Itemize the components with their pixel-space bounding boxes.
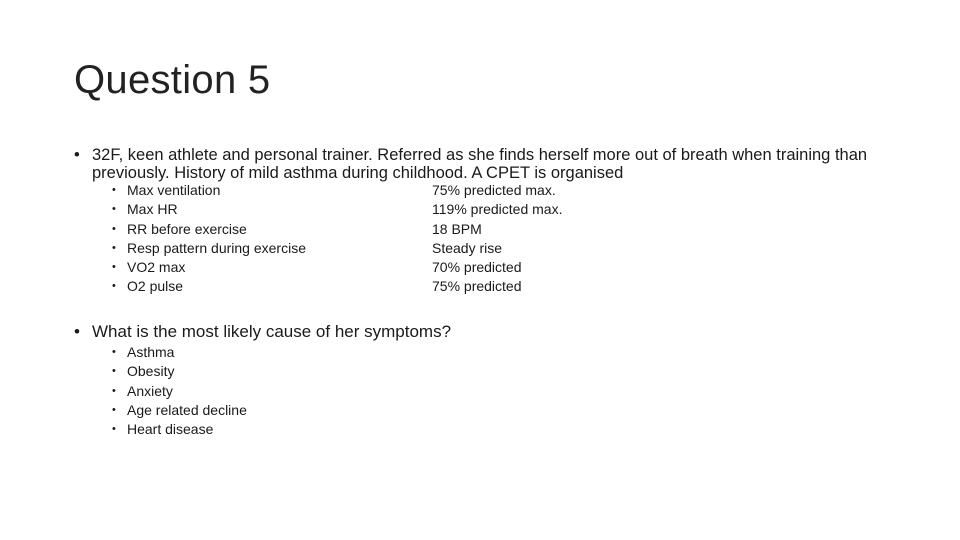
list-item <box>112 239 632 258</box>
bullet-icon: • <box>112 423 116 436</box>
question-text: What is the most likely cause of her symptoms? <box>92 322 452 341</box>
bullet-icon: • <box>112 280 116 293</box>
list-item <box>112 401 412 420</box>
case-description <box>74 146 894 182</box>
parameter-value: 18 BPM <box>432 220 482 237</box>
bullet-icon: • <box>112 241 116 254</box>
parameter-value: 75% predicted <box>432 278 522 295</box>
bullet-icon: • <box>112 365 116 378</box>
list-item <box>112 220 632 239</box>
cpet-results-list <box>112 181 632 297</box>
answer-option: Age related decline <box>127 401 247 418</box>
parameter-value: 75% predicted max. <box>432 182 556 198</box>
list-item <box>112 181 632 200</box>
question-prompt <box>74 323 894 341</box>
bullet-icon: • <box>112 403 116 416</box>
case-text: 32F, keen athlete and personal trainer. Referred as she finds herself more out of breath when training than previously. History of mild asthma during childhood. A CPET is organised <box>92 146 868 182</box>
parameter-label: O2 pulse <box>127 278 184 295</box>
answer-option: Heart disease <box>127 421 214 438</box>
bullet-icon: • <box>112 222 116 235</box>
parameter-value: 70% predicted <box>432 259 522 276</box>
parameter-value: 119% predicted max. <box>432 201 563 218</box>
bullet-icon: • <box>112 384 116 397</box>
answer-option: Asthma <box>127 344 175 360</box>
bullet-icon: • <box>74 146 80 164</box>
bullet-icon: • <box>112 184 116 196</box>
parameter-label: Max HR <box>127 201 178 218</box>
bullet-icon: • <box>112 203 116 216</box>
answer-options-list <box>112 343 412 439</box>
bullet-icon: • <box>74 322 80 341</box>
list-item <box>112 343 412 362</box>
bullet-icon: • <box>112 261 116 274</box>
parameter-label: Resp pattern during exercise <box>127 239 306 256</box>
bullet-icon: • <box>112 346 116 358</box>
parameter-label: RR before exercise <box>127 220 247 237</box>
parameter-value: Steady rise <box>432 239 503 256</box>
parameter-label: VO2 max <box>127 259 186 276</box>
list-item <box>112 382 412 401</box>
answer-option: Obesity <box>127 363 175 380</box>
list-item <box>112 420 412 439</box>
list-item <box>112 258 632 277</box>
list-item <box>112 200 632 219</box>
list-item <box>112 277 632 296</box>
slide-title: Question 5 <box>74 58 271 102</box>
parameter-label: Max ventilation <box>127 182 221 198</box>
answer-option: Anxiety <box>127 382 173 399</box>
list-item <box>112 362 412 381</box>
